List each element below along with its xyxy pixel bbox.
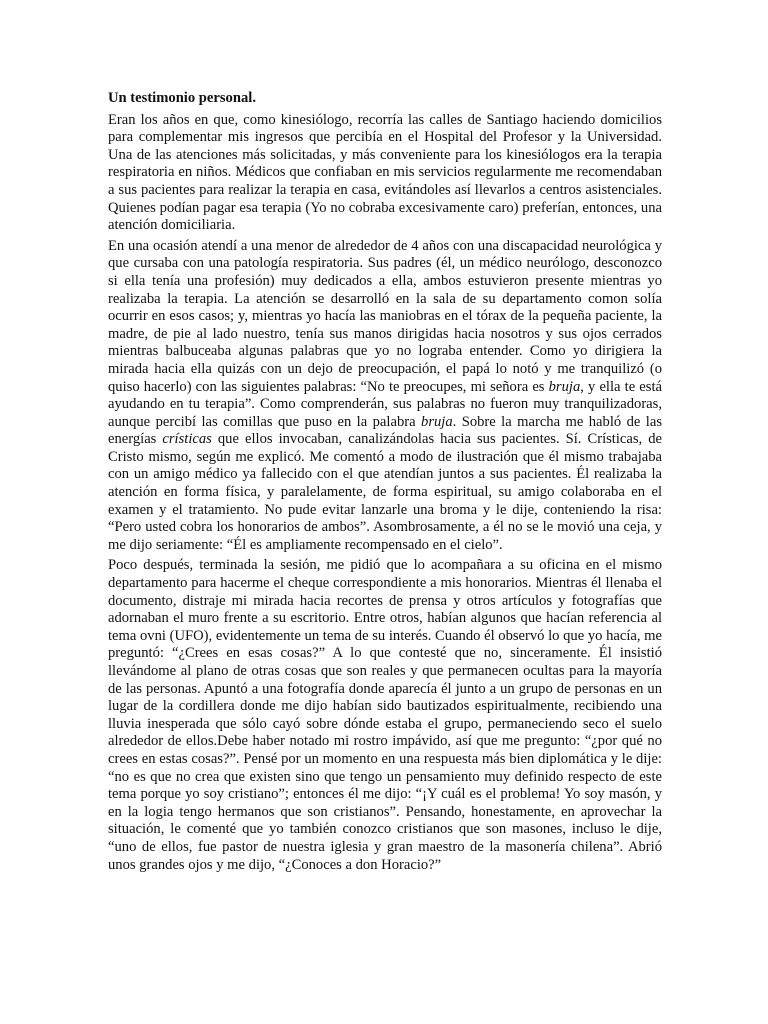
paragraph bbox=[108, 557, 662, 874]
document-page bbox=[108, 90, 662, 877]
paragraph-text: . Sobre la marcha me habló de las energías bbox=[108, 413, 662, 448]
italic-text: crísticas bbox=[162, 431, 212, 448]
document-title: Un testimonio personal. bbox=[108, 90, 256, 106]
paragraph bbox=[108, 112, 662, 235]
italic-text: bruja bbox=[421, 413, 453, 430]
document-body bbox=[108, 112, 662, 875]
paragraph-text: Eran los años en que, como kinesiólogo, recorría las calles de Santiago haciendo domicilios para complementar mis ingresos que percibía en el Hospital del Profesor y la Universidad. Una de las atenciones más solicitadas, y más conveniente para los kinesiólogos era la terapia respiratoria en niños. Médicos que confiaban en mis servicios regularmente me recomendaban a sus pacientes para realizar la terapia en casa, evitándoles así llevarlos a centros asistenciales. Quienes podían pagar esa terapia (Yo no cobraba excesivamente caro) preferían, entonces, una atención domiciliaria. bbox=[108, 111, 662, 234]
paragraph-text: Poco después, terminada la sesión, me pidió que lo acompañara a su oficina en el mismo departamento para hacerme el cheque correspondiente a mis honorarios. Mientras él llenaba el documento, distraje mi mirada hacia recortes de prensa y otros artículos y fotografías que adornaban el muro frente a su escritorio. Entre otros, habían algunos que hacían referencia al tema ovni (UFO), evidentemente un tema de su interés. Cuando él observó lo que yo hacía, me preguntó: “¿Crees en esas cosas?” A lo que contesté que no, sinceramente. Él insistió llevándome al plano de otras cosas que son reales y que permanecen ocultas para la mayoría de las personas. Apuntó a una fotografía donde aparecía él junto a un grupo de personas en un lugar de la cordillera donde me dijo habían sido bautizados espiritualmente, recibiendo una lluvia inesperada que sólo cayó sobre dónde estaba el grupo, permaneciendo seco el suelo alrededor de ellos.Debe haber notado mi rostro impávido, así que me pregunto: “¿por qué no crees en estas cosas?”. Pensé por un momento en una respuesta más bien diplomática y le dije: “no es que no crea que existen sino que tengo un pensamiento muy definido respecto de este tema porque yo soy cristiano”; entonces él me dijo: “¡Y cuál es el problema! Yo soy masón, y en la logia tengo hermanos que son cristianos”. Pensando, honestamente, en aprovechar la situación, le comenté que yo también conozco cristianos que son masones, incluso le dije, “uno de ellos, fue pastor de nuestra iglesia y gran maestro de la masonería chilena”. Abrió unos grandes ojos y me dijo, “¿Conoces a don Horacio?” bbox=[108, 557, 662, 873]
paragraph-text: En una ocasión atendí a una menor de alrededor de 4 años con una discapacidad neurológica y que cursaba con una patología respiratoria. Sus padres (él, un médico neurólogo, desconozco si ella tenía una profesión) muy dedicados a ella, ambos estuvieron presente mientras yo realizaba la terapia. La atención se desarrolló en la sala de su departamento comon solía ocurrir en esos casos; y, mientras yo hacía las maniobras en el tórax de la pequeña paciente, la madre, de pie al lado nuestro, tenía sus manos dirigidas hacia nosotros y sus ojos cerrados mientras balbuceaba algunas palabras que yo no lograba entender. Como yo dirigiera la mirada hacia ella quizás con un dejo de preocupación, el papá lo notó y me tranquilizó (o quiso hacerlo) con las siguientes palabras: “No te preocupes, mi señora es bbox=[108, 237, 662, 395]
paragraph bbox=[108, 238, 662, 555]
paragraph-text: , y ella te está ayudando en tu terapia”. Como comprenderán, sus palabras no fueron muy tranquilizadoras, aunque percibí las comillas que puso en la palabra bbox=[108, 378, 662, 430]
italic-text: bruja bbox=[548, 378, 581, 395]
paragraph-text: que ellos invocaban, canalizándolas hacia sus pacientes. Sí. Crísticas, de Cristo mismo, según me explicó. Me comentó a modo de ilustración que él mismo trabajaba con un amigo médico ya fallecido con el que atendían juntos a sus pacientes. Él realizaba la atención en forma física, y paralelamente, de forma espiritual, su amigo colaboraba en el examen y el tratamiento. No pude evitar lanzarle una broma y le dije, conteniendo la risa: “Pero usted cobra los honorarios de ambos”. Asombrosamente, a él no se le movió una ceja, y me dijo seriamente: “Él es ampliamente recompensado en el cielo”. bbox=[108, 431, 662, 553]
